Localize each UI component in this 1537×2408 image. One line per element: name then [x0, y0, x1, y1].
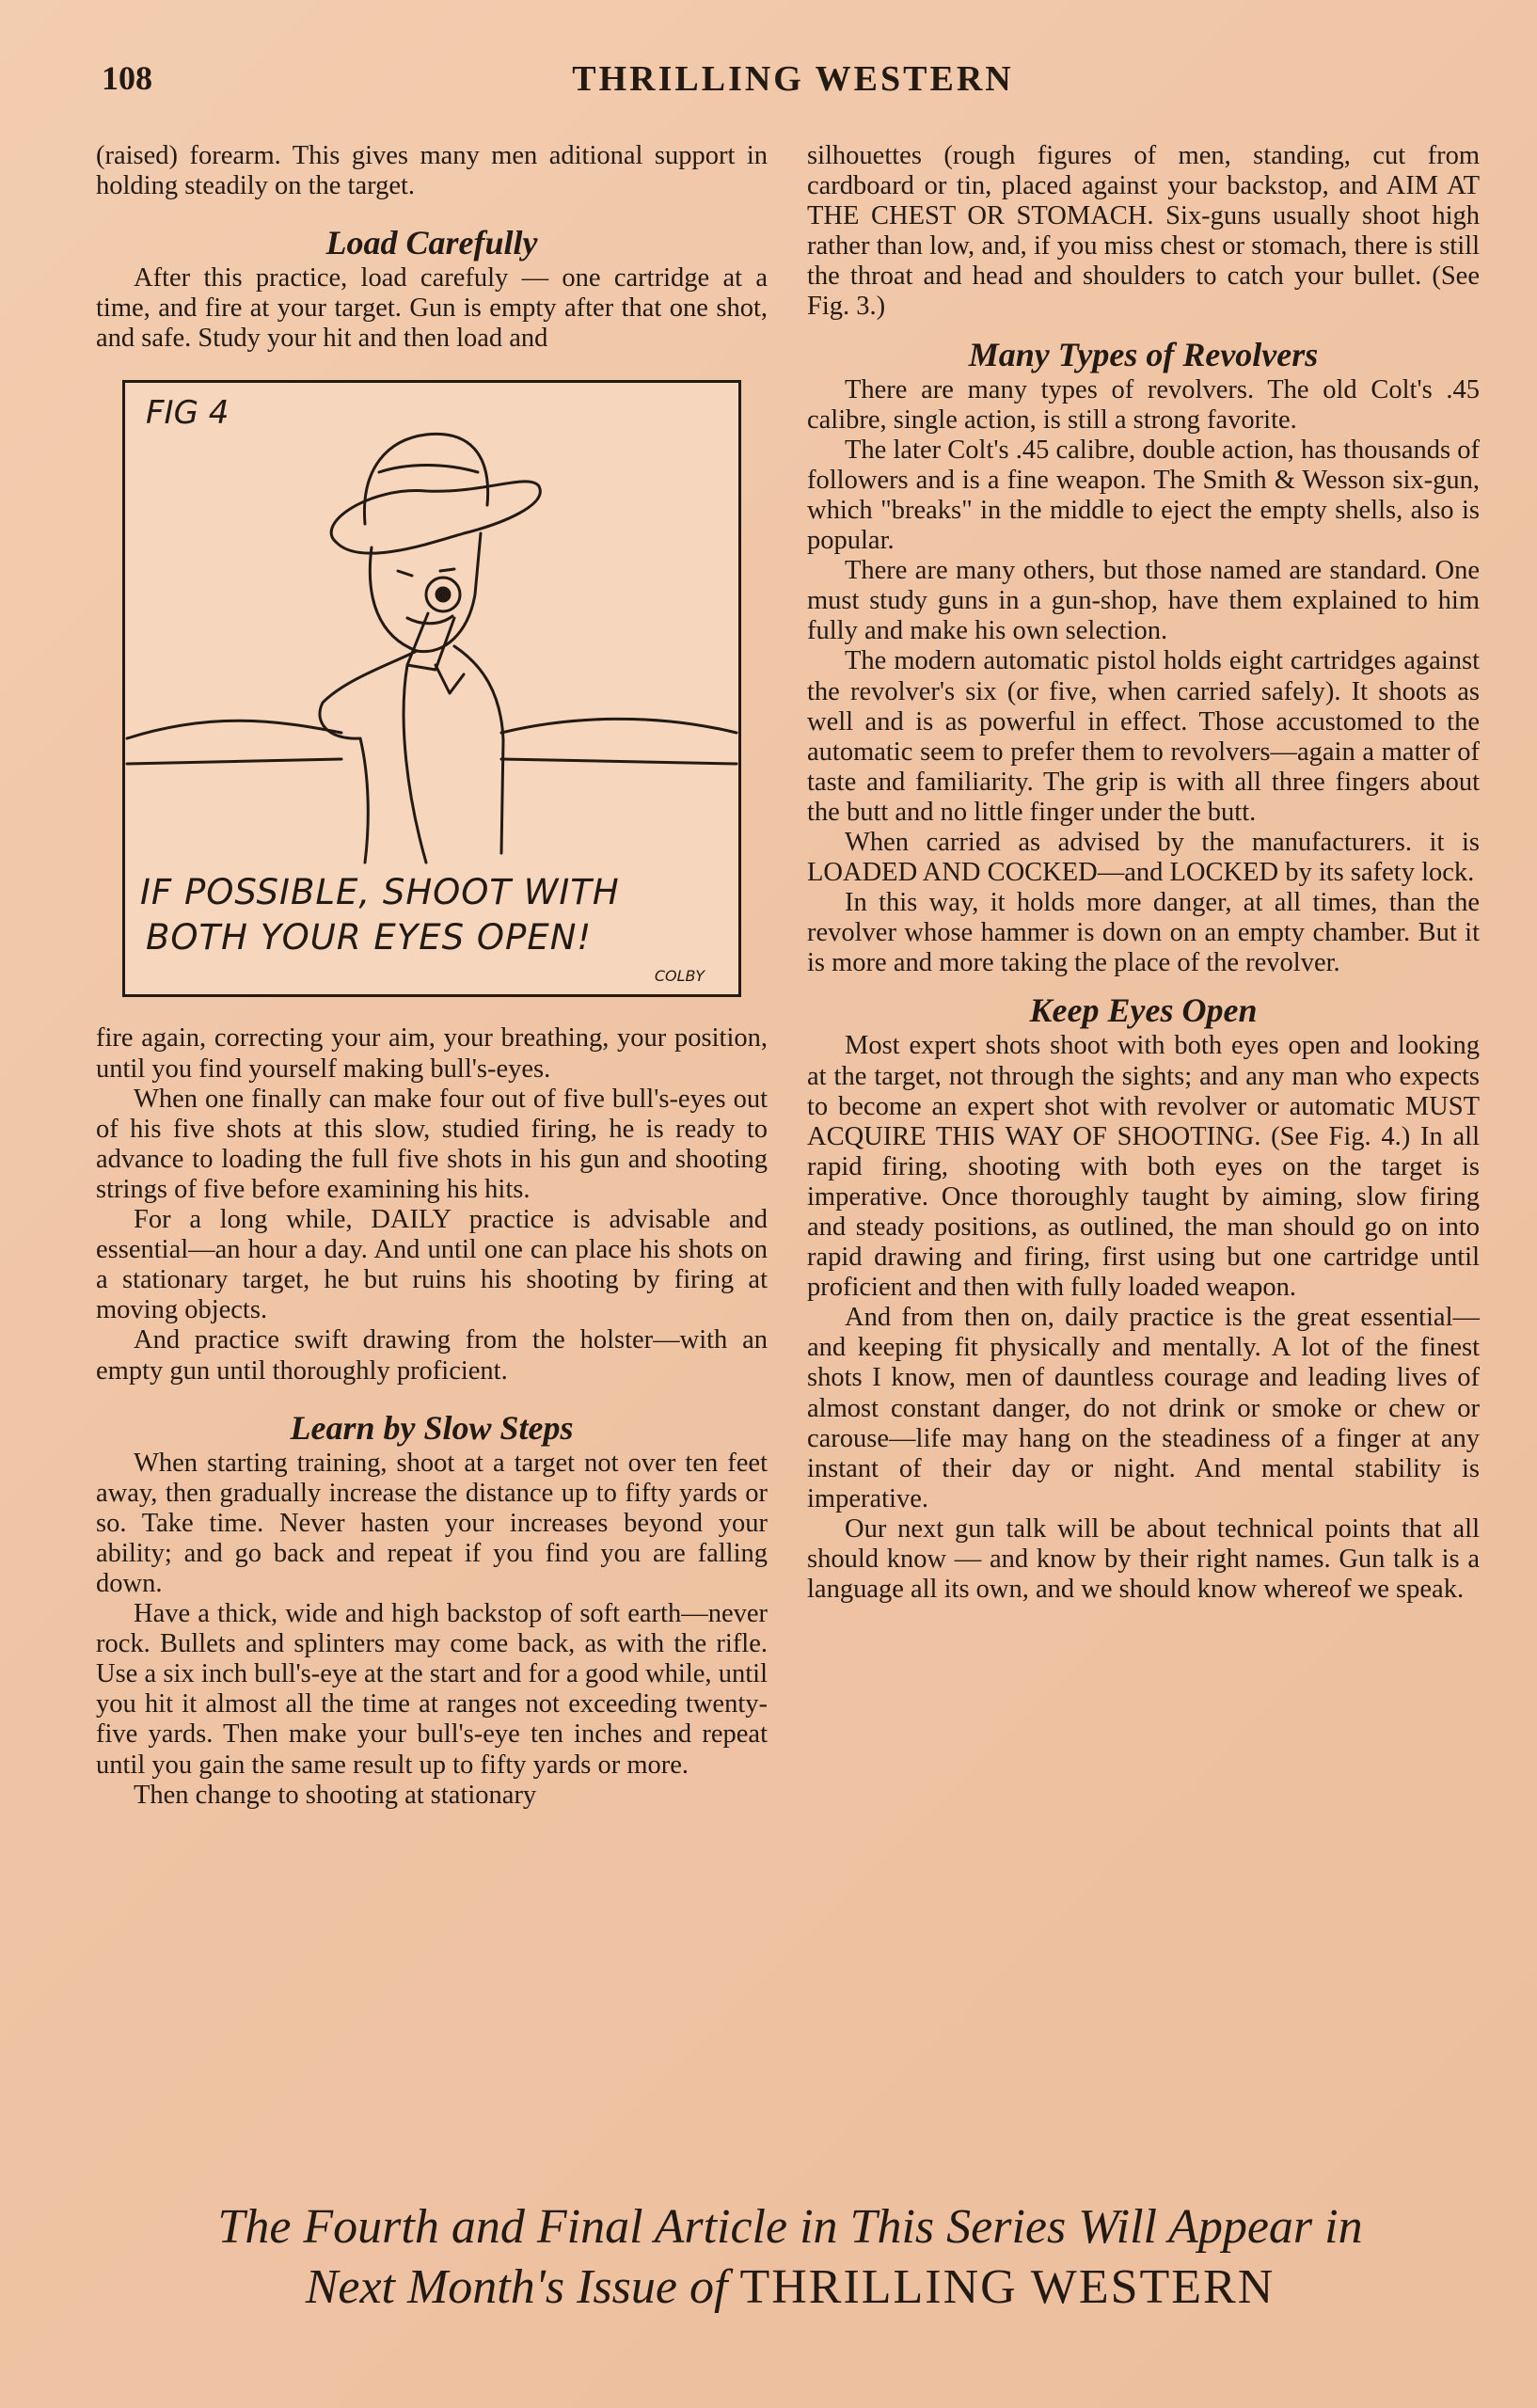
paragraph: fire again, correcting your aim, your breathing, your position, until you find yourself making bull's-eyes.: [96, 1023, 768, 1084]
page-number: 108: [102, 59, 152, 97]
figure-caption-line-2: BOTH YOUR EYES OPEN!: [146, 917, 593, 958]
paragraph: Then change to shooting at stationary: [134, 1780, 537, 1810]
left-column: [96, 141, 768, 1811]
figure-4-illustration: [122, 380, 741, 997]
announcement-line-1: The Fourth and Final Article in This Series Will Appear in: [217, 2200, 1363, 2254]
running-head: THRILLING WESTERN: [572, 59, 1014, 99]
paragraph: (raised) forearm. This gives many men aditional support in holding steadily on the target.: [96, 141, 768, 201]
section-heading-keep-eyes-open: Keep Eyes Open: [1029, 991, 1258, 1030]
paragraph: When carried as advised by the manufacturers. it is LOADED AND COCKED—and LOCKED by its safety lock.: [807, 827, 1480, 888]
section-heading-learn-by-slow-steps: Learn by Slow Steps: [290, 1408, 574, 1447]
section-heading-load-carefully: Load Carefully: [325, 224, 538, 262]
announcement-magazine-name: THRILLING WESTERN: [739, 2260, 1276, 2314]
paragraph: Most expert shots shoot with both eyes open and looking at the target, not through the sights; and any man who expects to become an expert shot with revolver or automatic MUST ACQUIRE THIS WAY OF SHOOTING. (See Fig. 4.) In all rapid firing, shooting with both eyes on the target is imperative. Once thoroughly taught by aiming, slow firing and steady positions, as outlined, the man should go on into rapid drawing and firing, first using but one cartridge until proficient and then with fully loaded weapon.: [807, 1031, 1480, 1303]
right-column: [807, 141, 1480, 1605]
paragraph: There are many others, but those named are standard. One must study guns in a gun-shop, have them explained to him fully and make his own selection.: [807, 556, 1480, 646]
paragraph: After this practice, load carefuly — one cartridge at a time, and fire at your target. Gun is empty after that one shot, and safe. Study your hit and then load and: [96, 263, 768, 354]
paragraph: The later Colt's .45 calibre, double action, has thousands of followers and is a fine weapon. The Smith & Wesson six-gun, which "breaks" in the middle to eject the empty shells, also is popular.: [807, 435, 1480, 556]
paragraph: The modern automatic pistol holds eight cartridges against the revolver's six (or five, when carried safely). It shoots as well and is as powerful in effect. Those accustomed to the automatic seem to prefer them to revolvers—again a matter of taste and familiarity. The grip is with all three fingers about the butt and no little finger under the butt.: [807, 646, 1480, 827]
section-heading-many-types-of-revolvers: Many Types of Revolvers: [968, 335, 1319, 373]
paragraph: Our next gun talk will be about technical points that all should know — and know by their right names. Gun talk is a language all its own, and we should know whereof we speak.: [807, 1513, 1480, 1605]
figure-label: FIG 4: [146, 394, 230, 433]
page-header: [102, 58, 1484, 105]
paragraph: There are many types of revolvers. The old Colt's .45 calibre, single action, is still a strong favorite.: [807, 374, 1480, 435]
figure-caption: [140, 870, 723, 960]
paragraph: In this way, it holds more danger, at all times, than the revolver whose hammer is down on an empty chamber. But it is more and more taking the place of the revolver.: [807, 888, 1480, 978]
series-announcement: [94, 2197, 1486, 2318]
illustrator-credit: COLBY: [654, 967, 705, 986]
paragraph: silhouettes (rough figures of men, standing, cut from cardboard or tin, placed against your backstop, and AIM AT THE CHEST OR STOMACH. Six-guns usually shoot high rather than low, and, if you miss chest or stomach, there is still the throat and head and shoulders to catch your bullet. (See Fig. 3.): [807, 141, 1480, 322]
paragraph: And practice swift drawing from the holster—with an empty gun until thoroughly proficient.: [96, 1325, 768, 1386]
announcement-line-2-prefix: Next Month's Issue of: [305, 2260, 728, 2314]
announcement-line-2: [94, 2258, 1486, 2318]
paragraph: When one finally can make four out of five bull's-eyes out of his five shots at this slow, studied firing, he is ready to advance to loading the full five shots in his gun and shooting strings of five before examining his hits.: [96, 1084, 768, 1204]
paragraph: Have a thick, wide and high backstop of soft earth—never rock. Bullets and splinters may come back, as with the rifle. Use a six inch bull's-eye at the start and for a good while, until you hit it almost all the time at ranges not exceeding twenty-five yards. Then make your bull's-eye ten inches and repeat until you gain the same result up to fifty yards or more.: [96, 1599, 768, 1780]
paragraph: For a long while, DAILY practice is advisable and essential—an hour a day. And until one can place his shots on a stationary target, he but ruins his shooting by firing at moving objects.: [96, 1205, 768, 1325]
figure-caption-line-1: IF POSSIBLE, SHOOT WITH: [140, 872, 620, 913]
paragraph: When starting training, shoot at a target not over ten feet away, then gradually increase the distance up to fifty yards or so. Take time. Never hasten your increases beyond your ability; and go back and repeat if you find you are falling down.: [96, 1448, 768, 1598]
paragraph: And from then on, daily practice is the great essential—and keeping fit physically and mentally. A lot of the finest shots I know, men of dauntless courage and leading lives of almost constant danger, do not drink or smoke or chew or carouse—life may hang on the steadiness of a finger at any instant of their day or night. And mental stability is imperative.: [807, 1303, 1480, 1513]
